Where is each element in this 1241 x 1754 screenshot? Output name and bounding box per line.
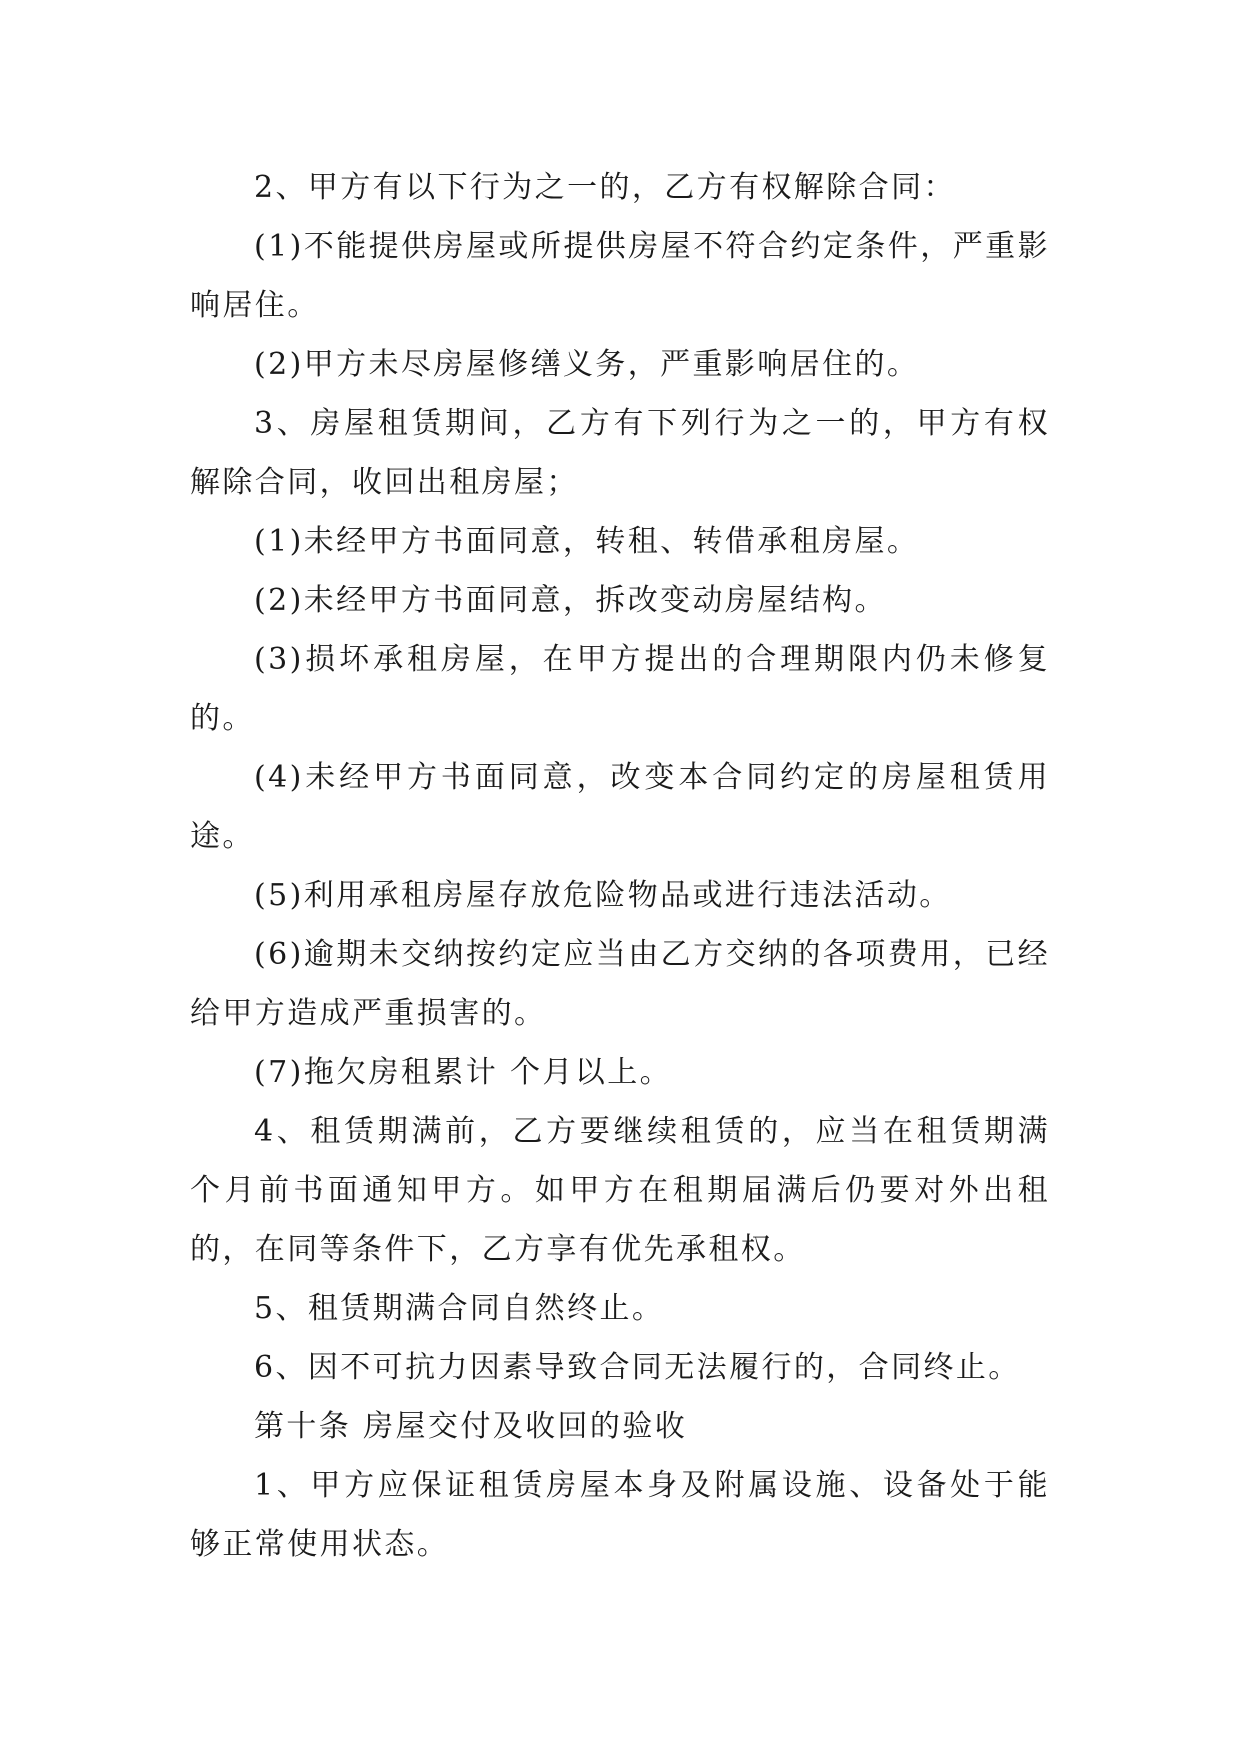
paragraph-clause-b2: (2)甲方未尽房屋修缮义务，严重影响居住的。 (254, 347, 920, 382)
section-heading-article-10: 第十条 房屋交付及收回的验收 (254, 1409, 688, 1444)
paragraph-clause-a1: (1)未经甲方书面同意，转租、转借承租房屋。 (254, 524, 920, 559)
paragraph-termination-right-a: 3、房屋租赁期间，乙方有下列行为之一的，甲方有权解除合同，收回出租房屋； (190, 406, 1050, 500)
paragraph-force-majeure: 6、因不可抗力因素导致合同无法履行的，合同终止。 (254, 1350, 1021, 1385)
paragraph-clause-a4: (4)未经甲方书面同意，改变本合同约定的房屋租赁用途。 (190, 760, 1050, 854)
paragraph-clause-a7: (7)拖欠房租累计 个月以上。 (254, 1055, 673, 1090)
paragraph-delivery-guarantee: 1、甲方应保证租赁房屋本身及附属设施、设备处于能够正常使用状态。 (190, 1468, 1050, 1562)
paragraph-termination-right-b: 2、甲方有以下行为之一的，乙方有权解除合同： (254, 170, 956, 205)
paragraph-natural-termination: 5、租赁期满合同自然终止。 (254, 1291, 665, 1326)
paragraph-clause-a6: (6)逾期未交纳按约定应当由乙方交纳的各项费用，已经给甲方造成严重损害的。 (190, 937, 1050, 1031)
paragraph-clause-b1: (1)不能提供房屋或所提供房屋不符合约定条件，严重影响居住。 (190, 229, 1050, 323)
paragraph-clause-a5: (5)利用承租房屋存放危险物品或进行违法活动。 (254, 878, 952, 913)
paragraph-clause-a2: (2)未经甲方书面同意，拆改变动房屋结构。 (254, 583, 887, 618)
document-body (190, 158, 1050, 1574)
paragraph-renewal: 4、租赁期满前，乙方要继续租赁的，应当在租赁期满 个月前书面通知甲方。如甲方在租期届满后仍要对外出租的，在同等条件下，乙方享有优先承租权。 (190, 1114, 1050, 1267)
paragraph-clause-a3: (3)损坏承租房屋，在甲方提出的合理期限内仍未修复的。 (190, 642, 1050, 736)
